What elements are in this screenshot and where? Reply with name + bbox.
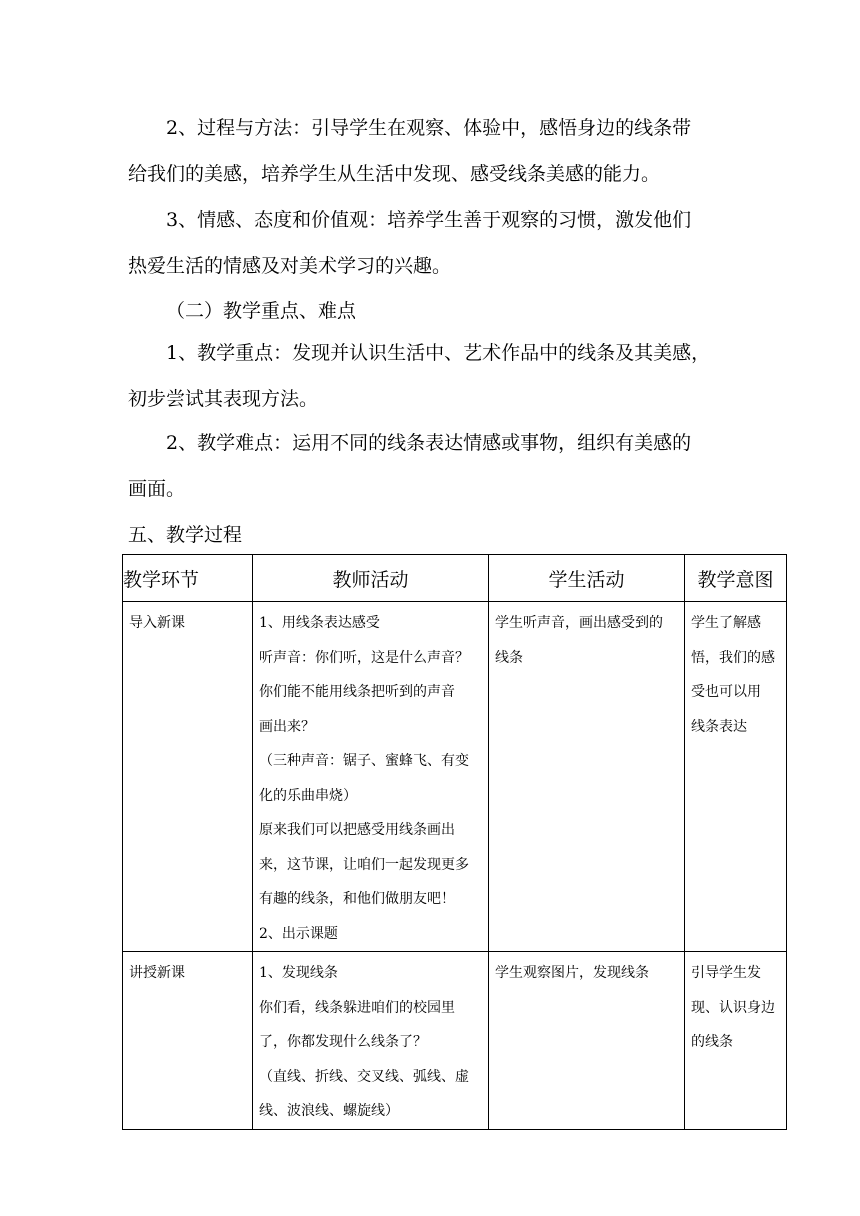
cell-line: 线、波浪线、螺旋线） <box>259 1103 399 1119</box>
table-row <box>123 952 787 1130</box>
paragraph-emotion-values <box>128 197 738 289</box>
cell-line: 2、出示课题 <box>259 925 338 942</box>
cell-teacher <box>253 602 489 952</box>
teaching-process-table <box>122 554 787 1130</box>
cell-stage: 讲授新课 <box>123 952 253 1130</box>
cell-line: 有趣的线条，和他们做朋友吧！ <box>259 891 455 907</box>
cell-line: 的线条 <box>691 1034 733 1050</box>
cell-line: 学生了解感 <box>691 615 761 631</box>
cell-line: 线条 <box>495 649 523 666</box>
cell-line: （直线、折线、交叉线、弧线、虚 <box>259 1068 469 1085</box>
paragraph-line: 2、教学难点：运用不同的线条表达情感或事物，组织有美感的 <box>166 432 692 454</box>
cell-line: 1、发现线条 <box>259 965 338 981</box>
cell-line: 现、认识身边 <box>691 999 775 1016</box>
column-header-student: 学生活动 <box>489 555 685 602</box>
cell-line: 听声音：你们听，这是什么声音？ <box>259 649 469 666</box>
cell-line: 学生听声音，画出感受到的 <box>495 615 663 631</box>
cell-line: 了，你都发现什么线条了？ <box>259 1034 427 1050</box>
paragraph-line: 1、教学重点：发现并认识生活中、艺术作品中的线条及其美感， <box>166 342 711 364</box>
section-heading-teaching-process: 五、教学过程 <box>128 524 243 546</box>
column-header-teacher: 教师活动 <box>253 555 489 602</box>
paragraph-line: 2、过程与方法：引导学生在观察、体验中，感悟身边的线条带 <box>166 117 692 139</box>
cell-student <box>489 952 685 1130</box>
cell-intent <box>685 602 787 952</box>
cell-line: 原来我们可以把感受用线条画出 <box>259 822 455 838</box>
table-row <box>123 602 787 952</box>
cell-stage: 导入新课 <box>123 602 253 952</box>
cell-line: 1、用线条表达感受 <box>259 615 380 631</box>
paragraph-key-point <box>128 330 738 422</box>
cell-intent <box>685 952 787 1130</box>
cell-line: 学生观察图片，发现线条 <box>495 965 649 981</box>
cell-line: 线条表达 <box>691 718 747 735</box>
paragraph-line: 初步尝试其表现方法。 <box>128 388 319 410</box>
column-header-intent: 教学意图 <box>685 555 787 602</box>
subheading-key-difficult: （二）教学重点、难点 <box>166 300 357 322</box>
cell-line: 悟，我们的感 <box>691 649 775 666</box>
cell-student <box>489 602 685 952</box>
cell-line: 你们能不能用线条把听到的声音 <box>259 684 455 700</box>
cell-line: 引导学生发 <box>691 965 761 981</box>
cell-line: 受也可以用 <box>691 684 761 700</box>
paragraph-difficult-point <box>128 420 738 512</box>
paragraph-process-method <box>128 105 738 197</box>
paragraph-line: 给我们的美感，培养学生从生活中发现、感受线条美感的能力。 <box>128 163 661 185</box>
cell-line: 画出来？ <box>259 718 315 735</box>
paragraph-line: 画面。 <box>128 478 186 500</box>
cell-teacher <box>253 952 489 1130</box>
paragraph-line: 3、情感、态度和价值观：培养学生善于观察的习惯，激发他们 <box>166 209 692 231</box>
column-header-stage: 教学环节 <box>123 555 253 602</box>
cell-line: 你们看，线条躲进咱们的校园里 <box>259 999 455 1016</box>
cell-line: （三种声音：锯子、蜜蜂飞、有变 <box>259 753 469 769</box>
cell-line: 化的乐曲串烧） <box>259 787 357 804</box>
cell-line: 来，这节课，让咱们一起发现更多 <box>259 856 469 873</box>
table-header-row <box>123 555 787 602</box>
paragraph-line: 热爱生活的情感及对美术学习的兴趣。 <box>128 255 452 277</box>
